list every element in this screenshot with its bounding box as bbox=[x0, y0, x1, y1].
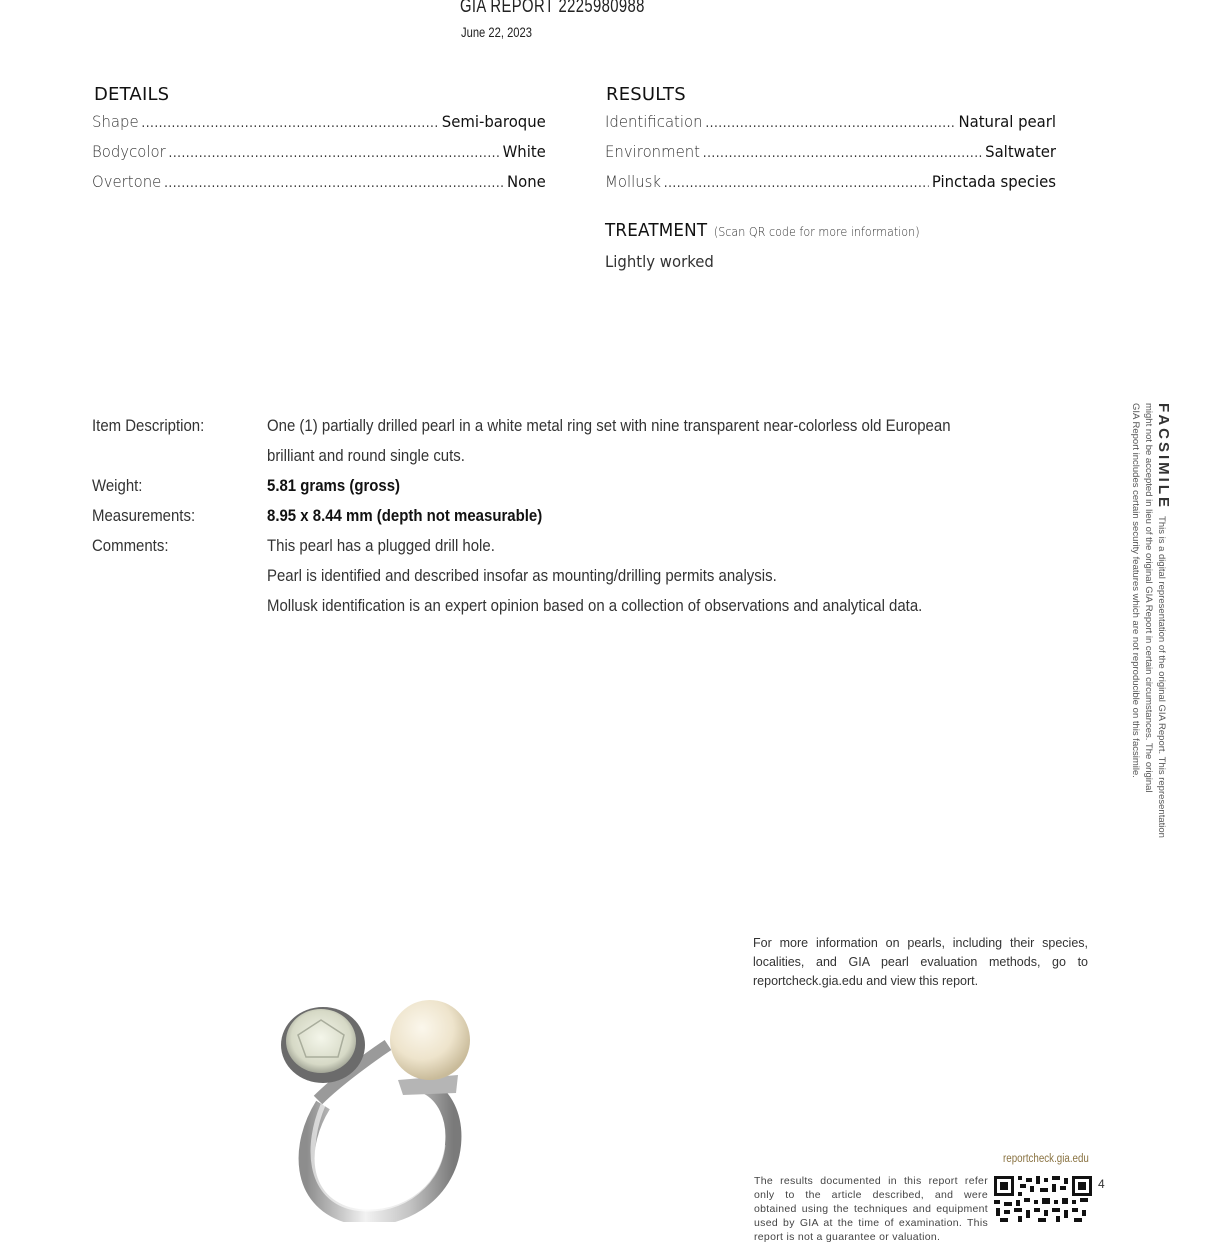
disclaimer-text: The results documented in this report refer only to the article described, and were obtained using the techniques and equipment used by GIA at the time of examination. This report is not a guarantee or valuation. bbox=[754, 1175, 988, 1243]
report-date: June 22, 2023 bbox=[461, 24, 532, 40]
facsimile-title: FACSIMILE bbox=[1155, 403, 1172, 511]
reportcheck-link[interactable]: reportcheck.gia.edu bbox=[1003, 1153, 1089, 1165]
report-title: GIA REPORT 2225980988 bbox=[460, 0, 645, 17]
comment-line: Mollusk identification is an expert opinion based on a collection of observations and analytical data. bbox=[267, 596, 923, 615]
facsimile-notice bbox=[1126, 403, 1172, 838]
item-description-value: One (1) partially drilled pearl in a white metal ring set with nine transparent near-colorless old European bbox=[267, 416, 951, 435]
details-heading: DETAILS bbox=[94, 84, 170, 105]
item-description-label: Item Description: bbox=[92, 416, 205, 435]
more-info-text: For more information on pearls, including their species, localities, and GIA pearl evaluation methods, go to reportcheck.gia.edu and view this report. bbox=[753, 936, 1088, 988]
treatment-heading: TREATMENT bbox=[605, 220, 708, 241]
detail-label: Overtone bbox=[92, 172, 162, 191]
detail-value: None bbox=[507, 172, 546, 191]
facsimile-text: This is a digital representation of the original GIA Report. This representation bbox=[1156, 516, 1167, 838]
comments-row-cont bbox=[92, 561, 1092, 591]
leader-dots bbox=[705, 116, 955, 131]
measurements-row bbox=[92, 501, 1092, 531]
comments-row bbox=[92, 531, 1092, 561]
page-number: 4 bbox=[1098, 1177, 1105, 1191]
details-section bbox=[92, 112, 546, 202]
result-label: Mollusk bbox=[605, 172, 662, 191]
detail-label: Bodycolor bbox=[92, 142, 166, 161]
ring-photo bbox=[278, 995, 478, 1222]
measurements-label: Measurements: bbox=[92, 506, 196, 525]
facsimile-line-3: GIA Report includes certain security features which are not reproducible on this facsimile. bbox=[1130, 403, 1141, 778]
treatment-value: Lightly worked bbox=[605, 252, 714, 271]
comments-label: Comments: bbox=[92, 536, 169, 555]
weight-label: Weight: bbox=[92, 476, 143, 495]
facsimile-line-1 bbox=[1155, 403, 1172, 838]
treatment-heading-row bbox=[605, 220, 920, 241]
leader-dots bbox=[164, 176, 504, 191]
item-info-section bbox=[92, 411, 1092, 621]
measurements-value: 8.95 x 8.44 mm (depth not measurable) bbox=[267, 506, 543, 525]
results-section bbox=[605, 112, 1056, 202]
leader-dots bbox=[141, 116, 439, 131]
weight-value: 5.81 grams (gross) bbox=[267, 476, 401, 495]
detail-value: White bbox=[502, 142, 546, 161]
facsimile-line-2: might not be accepted in lieu of the original GIA Report in certain circumstances. The original bbox=[1143, 403, 1154, 793]
weight-row bbox=[92, 471, 1092, 501]
result-row-environment bbox=[605, 142, 1056, 172]
result-label: Environment bbox=[605, 142, 701, 161]
detail-row-overtone bbox=[92, 172, 546, 202]
detail-value: Semi-baroque bbox=[441, 112, 546, 131]
item-description-row bbox=[92, 411, 1092, 441]
detail-label: Shape bbox=[92, 112, 139, 131]
leader-dots bbox=[703, 146, 983, 161]
result-value: Saltwater bbox=[985, 142, 1057, 161]
result-value: Pinctada species bbox=[931, 172, 1057, 191]
result-value: Natural pearl bbox=[958, 112, 1057, 131]
comments-row-cont bbox=[92, 591, 1092, 621]
result-label: Identification bbox=[605, 112, 703, 131]
comment-line: Pearl is identified and described insofar as mounting/drilling permits analysis. bbox=[267, 566, 777, 585]
leader-dots bbox=[664, 176, 929, 191]
treatment-note: (Scan QR code for more information) bbox=[713, 225, 920, 239]
detail-row-shape bbox=[92, 112, 546, 142]
item-description-value-cont: brilliant and round single cuts. bbox=[267, 446, 465, 465]
qr-code[interactable] bbox=[994, 1176, 1092, 1222]
comment-line: This pearl has a plugged drill hole. bbox=[267, 536, 495, 555]
item-description-row-cont bbox=[92, 441, 1092, 471]
detail-row-bodycolor bbox=[92, 142, 546, 172]
leader-dots bbox=[169, 146, 500, 161]
result-row-mollusk bbox=[605, 172, 1056, 202]
results-heading: RESULTS bbox=[606, 84, 686, 105]
result-row-identification bbox=[605, 112, 1056, 142]
